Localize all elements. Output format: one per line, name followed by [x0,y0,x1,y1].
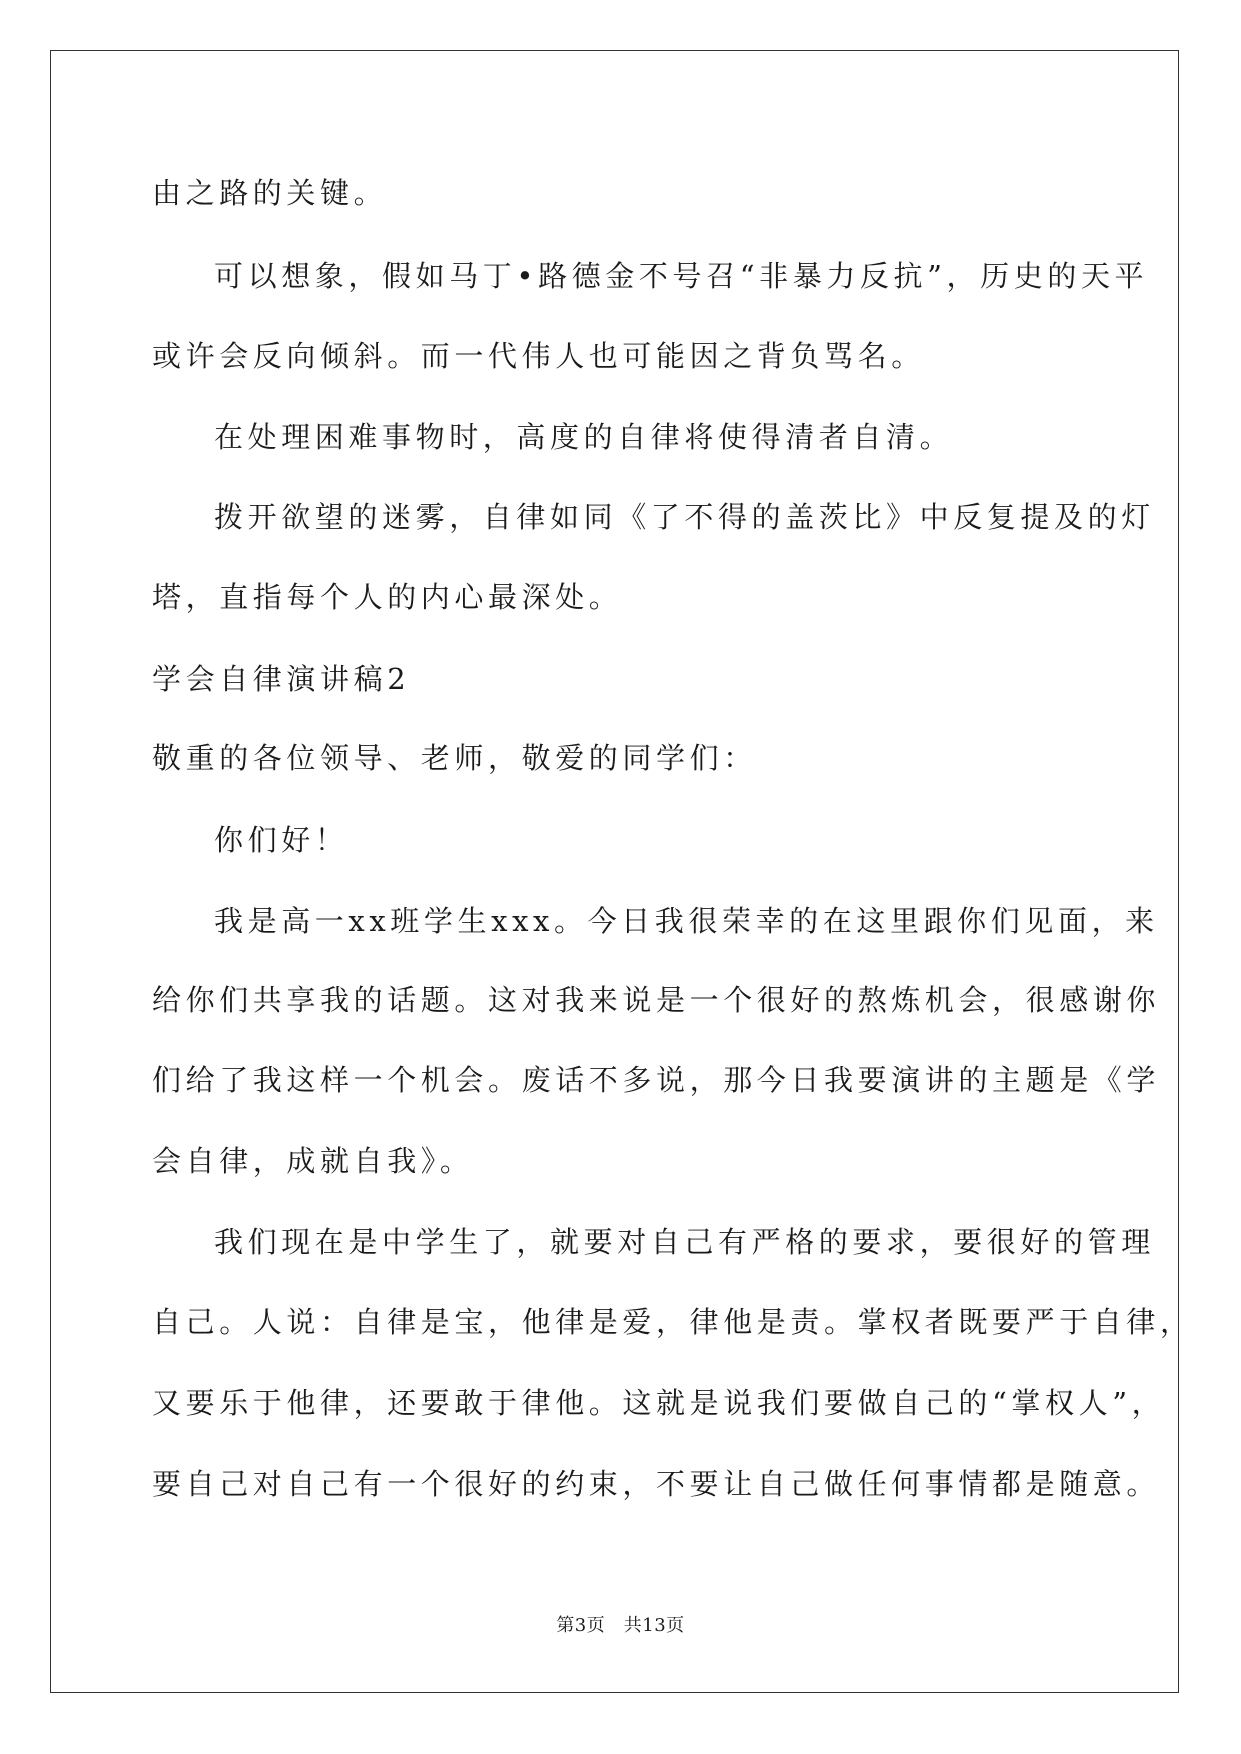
paragraph-line: 拨开欲望的迷雾，自律如同《了不得的盖茨比》中反复提及的灯 [214,500,1155,534]
paragraph-line: 要自己对自己有一个很好的约束，不要让自己做任何事情都是随意。 [152,1467,1161,1501]
paragraph-line: 们给了我这样一个机会。废话不多说，那今日我要演讲的主题是《学 [152,1063,1161,1097]
page-border [50,50,1179,1693]
paragraph-line: 或许会反向倾斜。而一代伟人也可能因之背负骂名。 [152,339,925,373]
paragraph-line: 在处理困难事物时，高度的自律将使得清者自清。 [214,420,954,454]
page-number-footer: 第3页 共13页 [556,1615,685,1636]
paragraph-line: 由之路的关键。 [152,176,388,210]
paragraph-line: 给你们共享我的话题。这对我来说是一个很好的熬炼机会，很感谢你 [152,983,1161,1017]
paragraph-line: 我是高一xx班学生xxx。今日我很荣幸的在这里跟你们见面，来 [214,904,1159,938]
paragraph-line: 自己。人说：自律是宝，他律是爱，律他是责。掌权者既要严于自律， [152,1305,1194,1339]
paragraph-line: 会自律，成就自我》。 [152,1144,474,1178]
paragraph-line: 我们现在是中学生了，就要对自己有严格的要求，要很好的管理 [214,1225,1155,1259]
greeting: 你们好！ [214,823,349,857]
salutation: 敬重的各位领导、老师，敬爱的同学们： [152,741,757,775]
paragraph-line: 可以想象，假如马丁•路德金不号召“非暴力反抗”，历史的天平 [214,259,1149,293]
section-title: 学会自律演讲稿2 [152,662,411,696]
paragraph-line: 又要乐于他律，还要敢于律他。这就是说我们要做自己的“掌权人”， [152,1386,1166,1420]
paragraph-line: 塔，直指每个人的内心最深处。 [152,580,623,614]
